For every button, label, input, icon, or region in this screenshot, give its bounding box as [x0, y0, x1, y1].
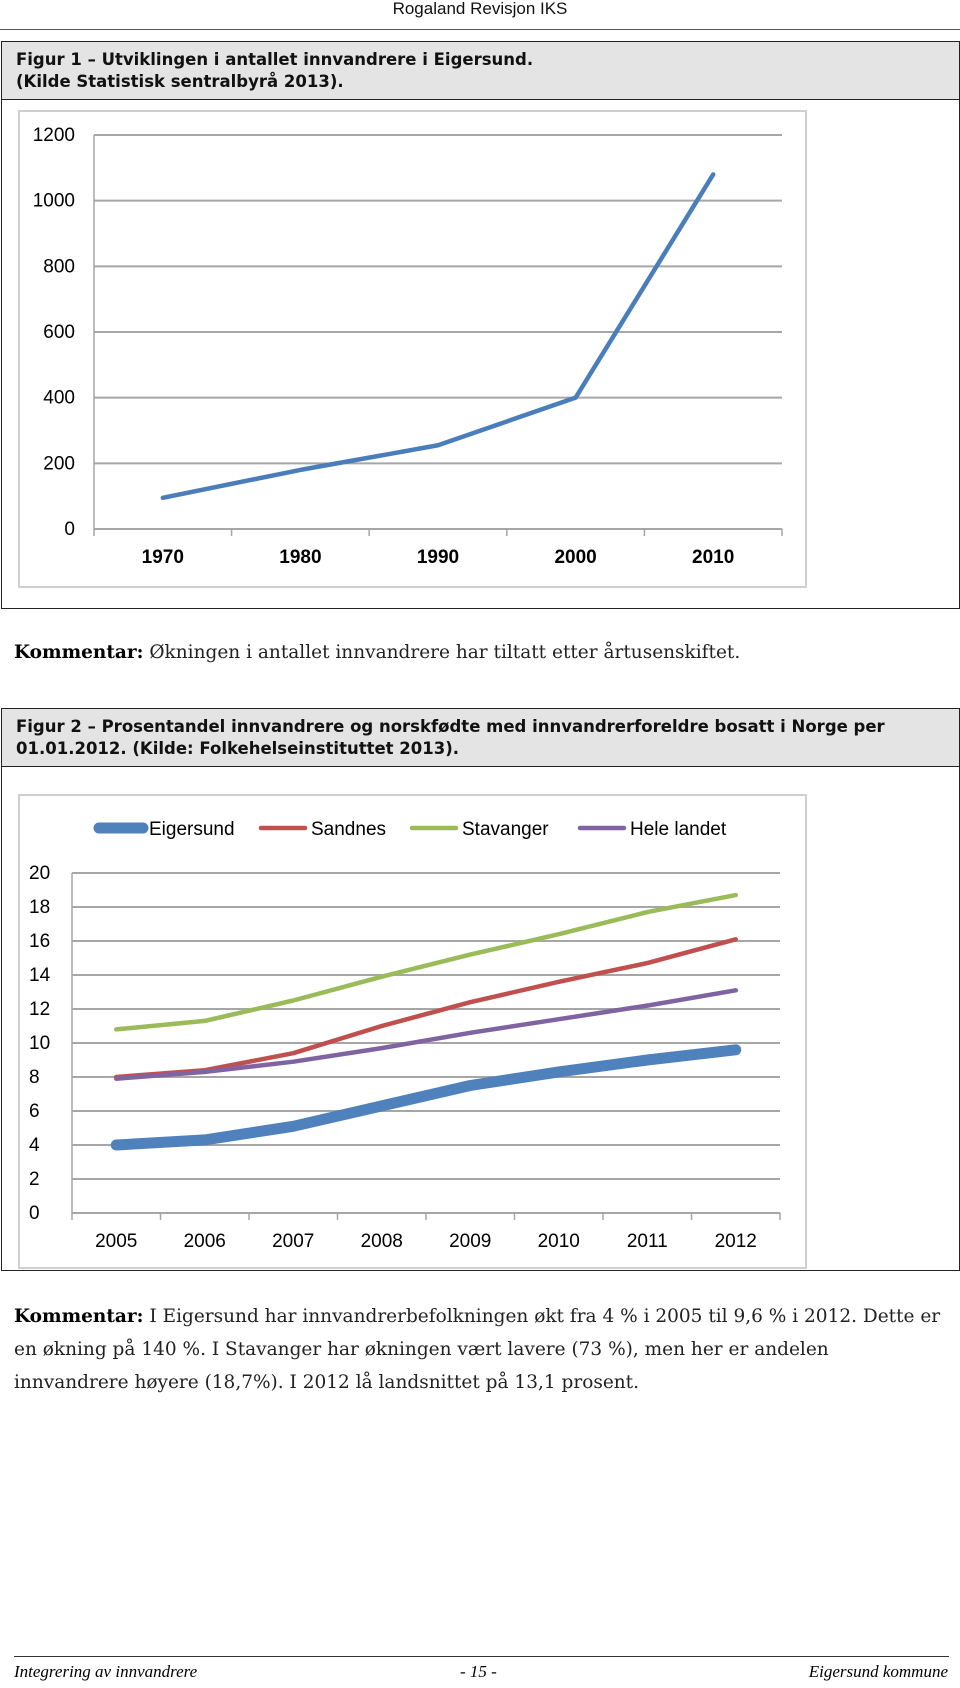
chart2-x-tick-label: 2012	[714, 1231, 757, 1252]
chart1-y-tick-label: 1200	[32, 125, 75, 146]
chart2-x-tick-label: 2005	[95, 1231, 138, 1252]
footer-right: Eigersund kommune	[808, 1662, 948, 1681]
chart2-x-tick-label: 2009	[449, 1231, 492, 1252]
chart2-x-tick-label: 2010	[537, 1231, 580, 1252]
header-divider	[0, 29, 960, 30]
footer-divider	[14, 1656, 949, 1657]
chart1-y-tick-label: 0	[64, 519, 75, 540]
chart2-legend-label: Sandnes	[311, 819, 387, 840]
chart2-series-line-eigersund	[116, 1050, 736, 1145]
chart2-y-tick-label: 0	[29, 1203, 40, 1224]
chart1-y-tick-label: 800	[43, 256, 75, 278]
chart1-y-tick-label: 400	[43, 387, 75, 409]
figure-2-caption-line1: Figur 2 – Prosentandel innvandrere og norskfødte med innvandrerforeldre bosatt i Norge per	[16, 717, 885, 736]
chart2-legend-label: Stavanger	[462, 819, 549, 840]
chart1-x-tick-label: 1970	[141, 547, 184, 568]
comment-2-label: Kommentar:	[14, 1306, 144, 1327]
figure-1-chart	[2, 42, 959, 608]
chart1-x-tick-label: 1990	[416, 547, 460, 568]
comment-1	[14, 636, 948, 669]
comment-1-label: Kommentar:	[14, 642, 144, 663]
chart2-y-tick-label: 6	[29, 1101, 40, 1122]
figure-1-box	[1, 41, 960, 609]
page-header: Rogaland Revisjon IKS	[392, 0, 568, 18]
chart1-series-line-0	[163, 174, 713, 497]
footer-center: - 15 -	[460, 1662, 497, 1681]
chart1-y-tick-label: 600	[43, 322, 75, 343]
chart2-y-tick-label: 12	[29, 999, 51, 1020]
chart1-y-tick-label: 200	[43, 453, 75, 475]
chart1-x-tick-label: 2000	[554, 547, 597, 568]
figure-2-box	[1, 708, 960, 1271]
chart1-x-tick-label: 2010	[692, 547, 735, 568]
chart1-x-tick-label: 1980	[279, 547, 322, 568]
chart2-y-tick-label: 20	[29, 863, 51, 884]
chart2-legend-label: Hele landet	[630, 819, 727, 840]
chart2-y-tick-label: 4	[29, 1135, 40, 1156]
chart2-y-tick-label: 16	[29, 931, 51, 952]
chart2-y-tick-label: 14	[29, 965, 51, 986]
chart2-y-tick-label: 18	[29, 897, 51, 918]
footer-left: Integrering av innvandrere	[14, 1662, 198, 1681]
chart2-x-tick-label: 2006	[183, 1231, 226, 1252]
figure-1-caption-line1: Figur 1 – Utviklingen i antallet innvandrere i Eigersund.	[16, 50, 534, 69]
comment-2-text: I Eigersund har innvandrerbefolkningen økt fra 4 % i 2005 til 9,6 % i 2012. Dette er en økning på 140 %. I Stavanger har økningen vært lavere (73 %), men her er andelen innvandrere høyere (18,7%). I 2012 lå landsnittet på 13,1 prosent.	[14, 1306, 941, 1393]
chart2-y-tick-label: 10	[29, 1033, 51, 1054]
figure-1-caption-line2: (Kilde Statistisk sentralbyrå 2013).	[16, 72, 344, 91]
comment-2	[14, 1300, 948, 1399]
figure-2-chart	[2, 709, 959, 1270]
chart2-y-tick-label: 2	[29, 1169, 40, 1190]
chart2-y-tick-label: 8	[29, 1067, 40, 1088]
chart2-x-tick-label: 2007	[272, 1231, 315, 1252]
chart1-y-tick-label: 1000	[32, 190, 75, 212]
chart2-x-tick-label: 2008	[360, 1231, 403, 1252]
figure-2-caption-line2: 01.01.2012. (Kilde: Folkehelseinstituttet 2013).	[16, 739, 460, 758]
comment-1-text: Økningen i antallet innvandrere har tiltatt etter årtusenskiftet.	[143, 642, 741, 663]
chart2-x-tick-label: 2011	[626, 1231, 668, 1252]
chart2-legend-label: Eigersund	[149, 819, 235, 840]
